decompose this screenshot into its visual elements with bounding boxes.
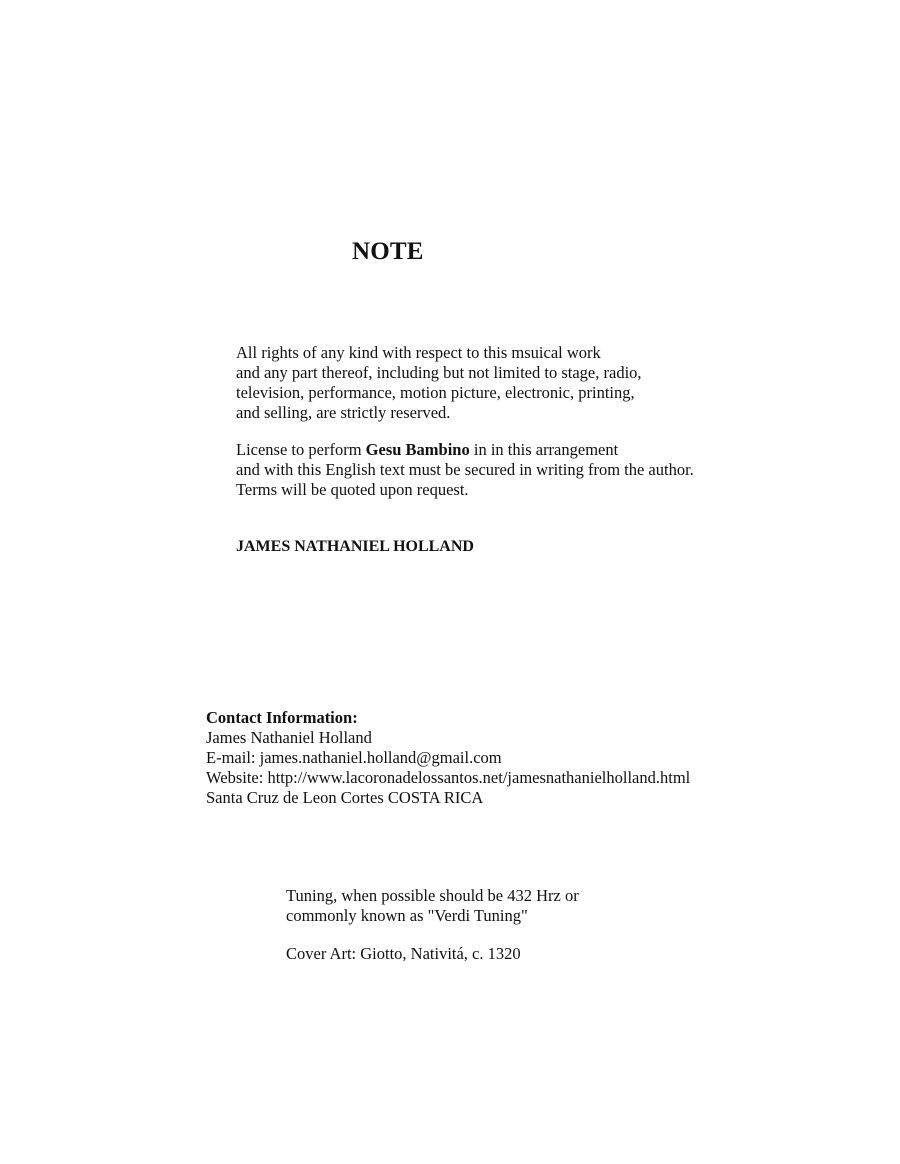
contact-name: James Nathaniel Holland	[206, 728, 372, 747]
rights-line: All rights of any kind with respect to this msuical work	[236, 343, 601, 362]
tuning-line: Tuning, when possible should be 432 Hrz or	[286, 886, 579, 905]
license-prefix: License to perform	[236, 440, 366, 459]
page-title: NOTE	[352, 238, 424, 265]
license-line: Terms will be quoted upon request.	[236, 480, 469, 499]
license-line: and with this English text must be secured in writing from the author.	[236, 460, 694, 479]
license-suffix: in in this arrangement	[469, 440, 619, 459]
rights-line: and selling, are strictly reserved.	[236, 403, 451, 422]
work-title: Gesu Bambino	[365, 440, 470, 459]
tuning-note	[286, 886, 579, 926]
contact-email: E-mail: james.nathaniel.holland@gmail.com	[206, 748, 502, 767]
rights-line: television, performance, motion picture, electronic, printing,	[236, 383, 635, 402]
rights-notice	[236, 343, 642, 423]
tuning-line: commonly known as "Verdi Tuning"	[286, 906, 528, 925]
contact-website: Website: http://www.lacoronadelossantos.net/jamesnathanielholland.html	[206, 768, 691, 787]
contact-heading: Contact Information:	[206, 708, 358, 727]
contact-information	[206, 708, 690, 808]
license-notice	[236, 440, 694, 500]
contact-location: Santa Cruz de Leon Cortes COSTA RICA	[206, 788, 484, 807]
rights-line: and any part thereof, including but not limited to stage, radio,	[236, 363, 642, 382]
cover-art-credit: Cover Art: Giotto, Nativitá, c. 1320	[286, 944, 521, 963]
author-name: JAMES NATHANIEL HOLLAND	[236, 538, 474, 555]
license-line	[236, 440, 694, 460]
